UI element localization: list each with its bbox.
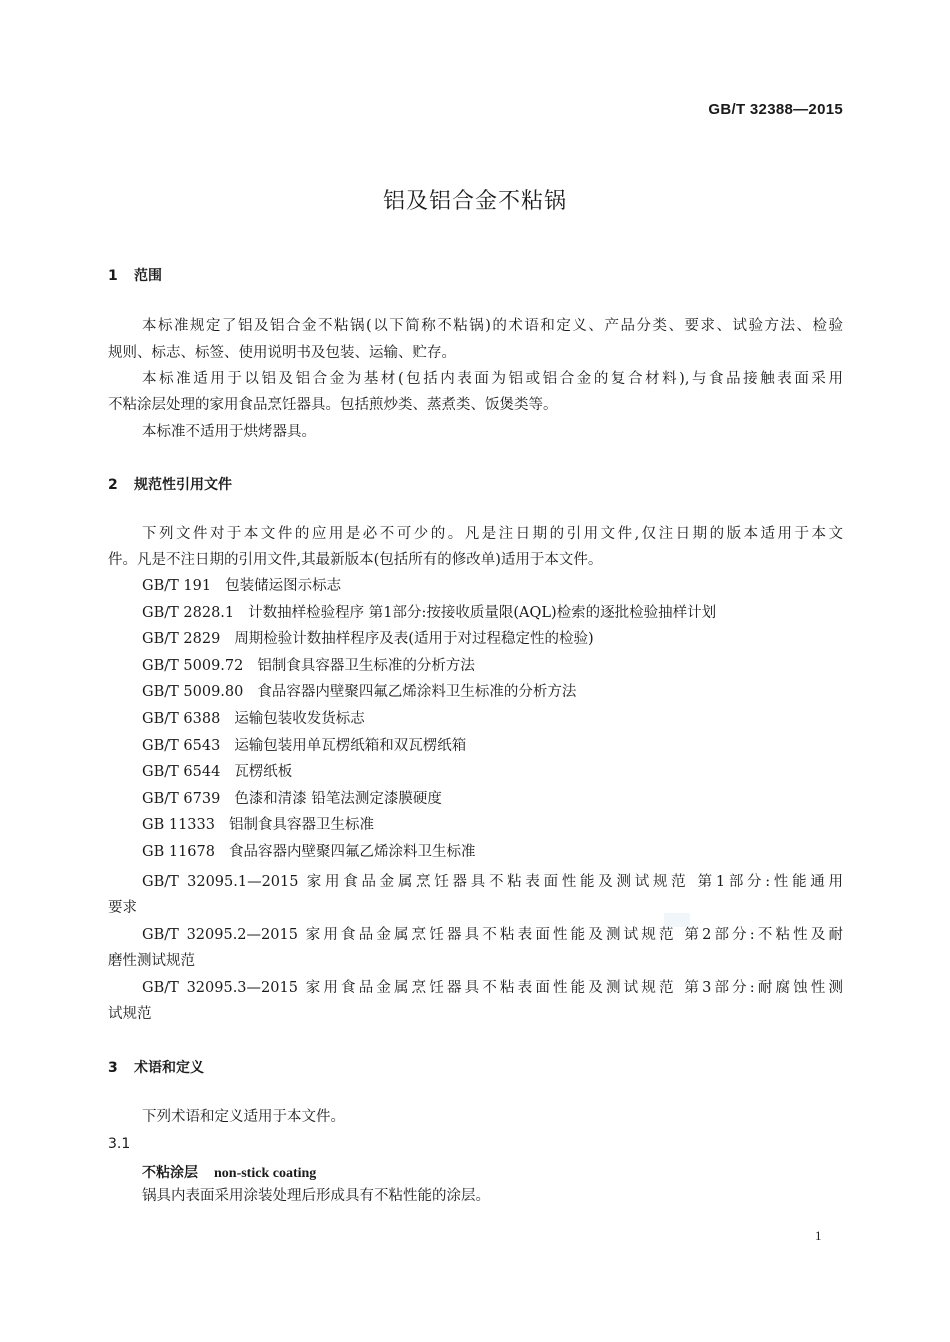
reference-title: 瓦楞纸板 xyxy=(234,764,293,781)
reference-item xyxy=(142,813,374,834)
reference-line: GB/T 32095.2—2015 家用食品金属烹饪器具不粘表面性能及测试规范 第2部分:不粘性及耐 xyxy=(142,927,843,943)
reference-title: 包装储运图示标志 xyxy=(225,578,342,594)
reference-item xyxy=(142,627,594,648)
reference-line: GB/T 32095.3—2015 家用食品金属烹饪器具不粘表面性能及测试规范 第3部分:耐腐蚀性测 xyxy=(142,980,843,996)
reference-code: GB/T 6739 xyxy=(142,790,221,807)
reference-code: GB 11333 xyxy=(142,817,215,834)
page-number: 1 xyxy=(815,1228,822,1243)
paragraph-line: 规则、标志、标签、使用说明书及包装、运输、贮存。 xyxy=(108,345,456,361)
reference-line: 试规范 xyxy=(108,1006,152,1022)
reference-title: 运输包装收发货标志 xyxy=(234,711,365,727)
reference-code: GB/T 5009.80 xyxy=(142,684,244,701)
scan-mark xyxy=(664,913,690,927)
paragraph-line: 下列术语和定义适用于本文件。 xyxy=(142,1109,345,1125)
paragraph-line: 本标准适用于以铝及铝合金为基材(包括内表面为铝或铝合金的复合材料),与食品接触表面采用 xyxy=(142,371,843,387)
reference-title: 运输包装用单瓦楞纸箱和双瓦楞纸箱 xyxy=(234,737,467,754)
reference-line: GB/T 32095.1—2015 家用食品金属烹饪器具不粘表面性能及测试规范 第1部分:性能通用 xyxy=(142,874,843,890)
reference-item xyxy=(142,760,292,781)
reference-code: GB 11678 xyxy=(142,844,215,860)
reference-code: GB/T 6544 xyxy=(142,764,221,781)
reference-item xyxy=(142,707,365,728)
reference-code: GB/T 2829 xyxy=(142,631,221,648)
reference-line: 磨性测试规范 xyxy=(108,953,195,969)
reference-item xyxy=(142,654,475,675)
paragraph-line: 不粘涂层处理的家用食品烹饪器具。包括煎炒类、蒸煮类、饭煲类等。 xyxy=(108,397,558,413)
section-number: 1 xyxy=(108,268,118,284)
reference-item xyxy=(142,601,716,622)
reference-item xyxy=(142,680,576,701)
section-number: 2 xyxy=(108,477,118,493)
term-name-cn: 不粘涂层 xyxy=(142,1165,198,1181)
reference-code: GB/T 2828.1 xyxy=(142,604,235,621)
document-title: 铝及铝合金不粘锅 xyxy=(382,189,567,214)
section-2-heading xyxy=(108,474,232,494)
reference-item xyxy=(142,787,442,808)
reference-item xyxy=(142,840,475,861)
section-1-heading xyxy=(108,265,162,285)
reference-title: 食品容器内壁聚四氟乙烯涂料卫生标准的分析方法 xyxy=(257,684,577,701)
document-code: GB/T 32388—2015 xyxy=(708,101,843,118)
reference-code: GB/T 191 xyxy=(142,578,212,594)
section-title: 术语和定义 xyxy=(134,1060,204,1076)
reference-code: GB/T 6543 xyxy=(142,737,221,754)
reference-line: 要求 xyxy=(108,900,137,916)
reference-title: 色漆和清漆 铅笔法测定漆膜硬度 xyxy=(234,790,442,807)
reference-code: GB/T 6388 xyxy=(142,711,221,727)
paragraph-line: 下列文件对于本文件的应用是必不可少的。凡是注日期的引用文件,仅注日期的版本适用于本文 xyxy=(142,526,843,542)
term-number: 3.1 xyxy=(108,1136,131,1152)
reference-title: 食品容器内壁聚四氟乙烯涂料卫生标准 xyxy=(228,844,476,860)
section-title: 规范性引用文件 xyxy=(134,477,232,493)
reference-item xyxy=(142,734,466,755)
paragraph-line: 件。凡是不注日期的引用文件,其最新版本(包括所有的修改单)适用于本文件。 xyxy=(108,552,603,568)
paragraph-line: 本标准不适用于烘烤器具。 xyxy=(142,424,316,440)
section-title: 范围 xyxy=(134,268,162,284)
term-name xyxy=(142,1162,316,1182)
section-3-heading xyxy=(108,1057,204,1077)
reference-title: 铝制食具容器卫生标准的分析方法 xyxy=(257,657,475,674)
reference-title: 铝制食具容器卫生标准 xyxy=(228,817,374,834)
reference-item xyxy=(142,574,341,595)
section-number: 3 xyxy=(108,1060,118,1076)
paragraph-line: 本标准规定了铝及铝合金不粘锅(以下简称不粘锅)的术语和定义、产品分类、要求、试验方法、检验 xyxy=(142,318,843,334)
term-definition: 锅具内表面采用涂装处理后形成具有不粘性能的涂层。 xyxy=(142,1188,490,1204)
reference-code: GB/T 5009.72 xyxy=(142,657,244,674)
reference-title: 计数抽样检验程序 第1部分:按接收质量限(AQL)检索的逐批检验抽样计划 xyxy=(248,604,717,621)
reference-title: 周期检验计数抽样程序及表(适用于对过程稳定性的检验) xyxy=(234,631,594,648)
term-name-en: non-stick coating xyxy=(214,1166,317,1181)
